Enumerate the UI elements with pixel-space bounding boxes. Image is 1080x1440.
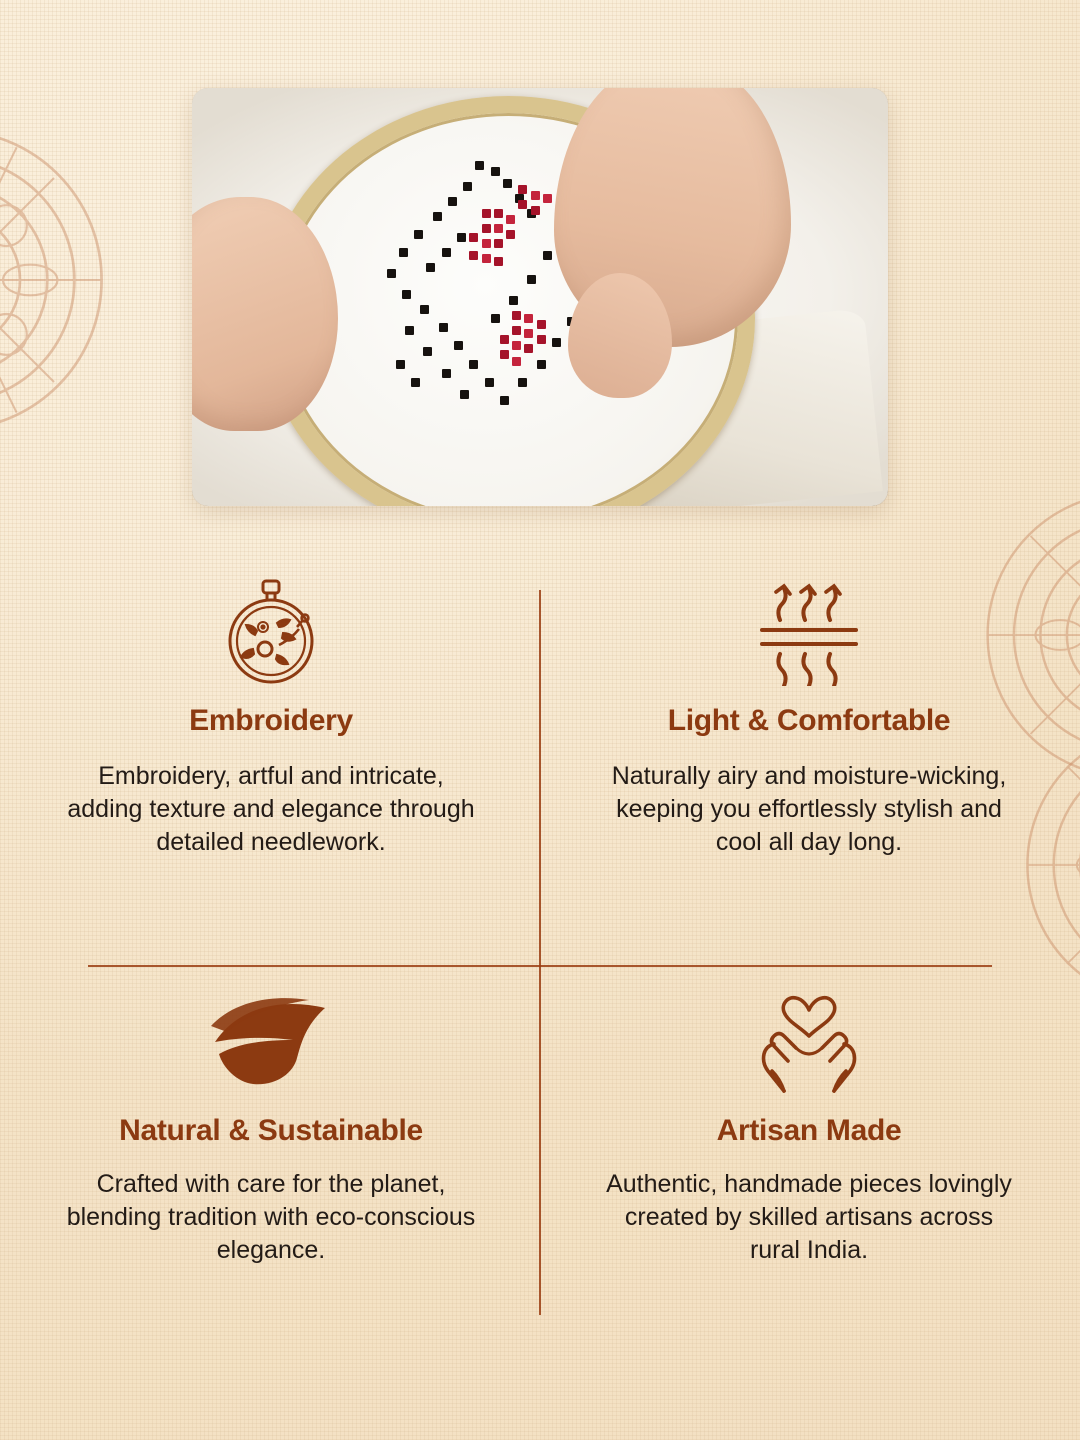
- feature-description: Naturally airy and moisture-wicking, keeping you effortlessly stylish and cool all day long.: [611, 762, 1007, 856]
- feature-card-natural-sustainable: [36, 988, 506, 1267]
- feature-description: Crafted with care for the planet, blending tradition with eco-conscious elegance.: [66, 1170, 476, 1264]
- grid-divider-horizontal: [88, 965, 992, 967]
- photo-background: [192, 88, 888, 506]
- right-hand: [554, 88, 791, 347]
- embroidery-hoop-photo: [192, 88, 888, 506]
- feature-description: Authentic, handmade pieces lovingly created by skilled artisans across rural India.: [606, 1170, 1012, 1264]
- feature-title: Embroidery: [189, 704, 353, 737]
- breathable-airflow-icon: [592, 578, 1026, 690]
- feature-grid: [0, 560, 1080, 1350]
- embroidery-hoop-icon: [54, 578, 488, 690]
- mandala-ornament-left: [0, 110, 190, 450]
- feature-title: Light & Comfortable: [667, 704, 951, 737]
- hands-holding-heart-icon: [592, 988, 1026, 1100]
- feature-title: Artisan Made: [716, 1114, 902, 1147]
- feature-card-embroidery: [36, 578, 506, 859]
- feature-description: Embroidery, artful and intricate, adding texture and elegance through detailed needlework.: [67, 762, 475, 856]
- grid-divider-vertical: [539, 590, 541, 1315]
- feature-card-artisan-made: [574, 988, 1044, 1267]
- leaf-icon: [54, 988, 488, 1100]
- feature-title: Natural & Sustainable: [119, 1114, 423, 1147]
- feature-card-light-comfortable: [574, 578, 1044, 859]
